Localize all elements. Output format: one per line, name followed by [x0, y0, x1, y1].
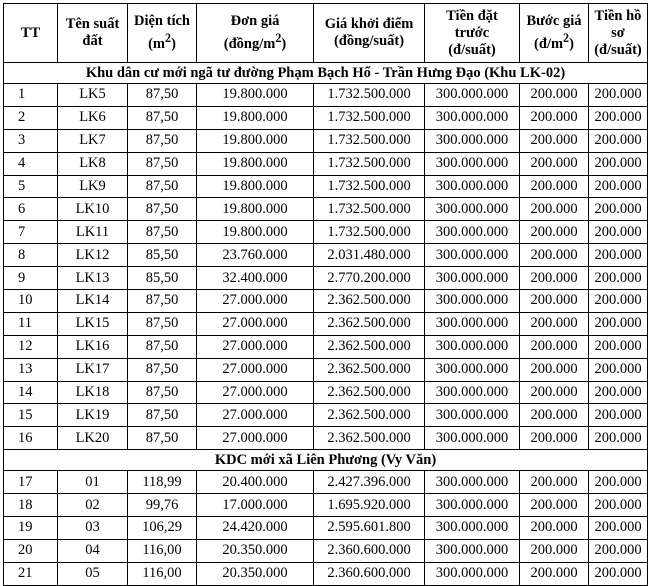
header-fee — [589, 4, 648, 63]
area-cell: 87,50 — [128, 106, 197, 129]
start-price-cell: 1.732.500.000 — [314, 175, 425, 198]
tt-cell: 6 — [4, 198, 58, 221]
area-cell: 87,50 — [128, 198, 197, 221]
start-price-cell: 2.031.480.000 — [314, 244, 425, 267]
header-area-unit-close: ) — [171, 35, 176, 52]
header-deposit-line2: trước — [454, 24, 490, 41]
tt-cell: 20 — [4, 539, 58, 562]
fee-cell: 200.000 — [589, 404, 648, 427]
unit-price-cell: 27.000.000 — [197, 312, 314, 335]
area-cell: 87,50 — [128, 221, 197, 244]
bid-step-cell: 200.000 — [520, 427, 589, 450]
table-row — [4, 244, 648, 267]
deposit-cell: 300.000.000 — [425, 198, 520, 221]
unit-price-cell: 20.350.000 — [197, 539, 314, 562]
area-cell: 116,00 — [128, 562, 197, 585]
area-cell: 87,50 — [128, 404, 197, 427]
tt-cell: 12 — [4, 335, 58, 358]
tt-cell: 2 — [4, 106, 58, 129]
section-title: Khu dân cư mới ngã tư đường Phạm Bạch Hổ - Trần Hưng Đạo (Khu LK-02) — [4, 63, 648, 84]
lot-name-cell: LK16 — [58, 335, 128, 358]
bid-step-cell: 200.000 — [520, 404, 589, 427]
bid-step-cell: 200.000 — [520, 312, 589, 335]
unit-price-cell: 19.800.000 — [197, 198, 314, 221]
lot-name-cell: LK6 — [58, 106, 128, 129]
table-row — [4, 539, 648, 562]
header-area-unit — [148, 31, 176, 52]
unit-price-cell: 19.800.000 — [197, 129, 314, 152]
fee-cell: 200.000 — [589, 312, 648, 335]
area-cell: 116,00 — [128, 539, 197, 562]
fee-cell: 200.000 — [589, 381, 648, 404]
fee-cell: 200.000 — [589, 517, 648, 540]
lot-name-cell: LK11 — [58, 221, 128, 244]
table-header — [4, 4, 648, 63]
header-start-price-line1: Giá khởi điểm — [324, 16, 414, 32]
area-cell: 85,50 — [128, 267, 197, 290]
table-row — [4, 427, 648, 450]
bid-step-cell: 200.000 — [520, 381, 589, 404]
unit-price-cell: 20.400.000 — [197, 471, 314, 494]
fee-cell: 200.000 — [589, 290, 648, 313]
tt-cell: 17 — [4, 471, 58, 494]
header-unit-price-unit-base: (đồng/m — [223, 35, 276, 52]
bid-step-cell: 200.000 — [520, 106, 589, 129]
lot-name-cell: 01 — [58, 471, 128, 494]
lot-name-cell: 02 — [58, 494, 128, 517]
lot-name-cell: LK19 — [58, 404, 128, 427]
fee-cell: 200.000 — [589, 358, 648, 381]
fee-cell: 200.000 — [589, 267, 648, 290]
area-cell: 87,50 — [128, 312, 197, 335]
tt-cell: 18 — [4, 494, 58, 517]
header-bid-step-unit — [534, 31, 574, 52]
tt-cell: 10 — [4, 290, 58, 313]
start-price-cell: 2.362.500.000 — [314, 381, 425, 404]
deposit-cell: 300.000.000 — [425, 335, 520, 358]
fee-cell: 200.000 — [589, 335, 648, 358]
deposit-cell: 300.000.000 — [425, 539, 520, 562]
deposit-cell: 300.000.000 — [425, 427, 520, 450]
bid-step-cell: 200.000 — [520, 494, 589, 517]
header-area-line1: Diện tích — [134, 13, 190, 30]
fee-cell: 200.000 — [589, 106, 648, 129]
header-fee-line1: Tiền hồ — [594, 7, 642, 24]
deposit-cell: 300.000.000 — [425, 494, 520, 517]
header-lot-name-line1: Tên suất — [65, 16, 120, 32]
deposit-cell: 300.000.000 — [425, 290, 520, 313]
start-price-cell: 2.595.601.800 — [314, 517, 425, 540]
deposit-cell: 300.000.000 — [425, 312, 520, 335]
start-price-cell: 2.362.500.000 — [314, 312, 425, 335]
table-row — [4, 381, 648, 404]
deposit-cell: 300.000.000 — [425, 152, 520, 175]
area-cell: 87,50 — [128, 427, 197, 450]
header-area-unit-exp: 2 — [165, 31, 172, 46]
start-price-cell: 2.427.396.000 — [314, 471, 425, 494]
fee-cell: 200.000 — [589, 471, 648, 494]
lot-name-cell: LK5 — [58, 84, 128, 107]
start-price-cell: 2.360.600.000 — [314, 539, 425, 562]
lot-name-cell: LK9 — [58, 175, 128, 198]
bid-step-cell: 200.000 — [520, 539, 589, 562]
tt-cell: 5 — [4, 175, 58, 198]
table-row — [4, 335, 648, 358]
area-cell: 99,76 — [128, 494, 197, 517]
area-cell: 87,50 — [128, 381, 197, 404]
area-cell: 85,50 — [128, 244, 197, 267]
table-row — [4, 562, 648, 585]
bid-step-cell: 200.000 — [520, 198, 589, 221]
tt-cell: 3 — [4, 129, 58, 152]
unit-price-cell: 27.000.000 — [197, 404, 314, 427]
lot-name-cell: LK8 — [58, 152, 128, 175]
start-price-cell: 2.362.500.000 — [314, 335, 425, 358]
bid-step-cell: 200.000 — [520, 290, 589, 313]
area-cell: 87,50 — [128, 175, 197, 198]
deposit-cell: 300.000.000 — [425, 221, 520, 244]
start-price-cell: 2.360.600.000 — [314, 562, 425, 585]
table-row — [4, 494, 648, 517]
section-title: KDC mới xã Liên Phương (Vy Văn) — [4, 450, 648, 471]
area-cell: 87,50 — [128, 290, 197, 313]
table-row — [4, 471, 648, 494]
unit-price-cell: 27.000.000 — [197, 427, 314, 450]
fee-cell: 200.000 — [589, 221, 648, 244]
area-cell: 87,50 — [128, 358, 197, 381]
deposit-cell: 300.000.000 — [425, 358, 520, 381]
unit-price-cell: 19.800.000 — [197, 175, 314, 198]
table-row — [4, 129, 648, 152]
tt-cell: 11 — [4, 312, 58, 335]
header-lot-name — [58, 4, 128, 63]
table-row — [4, 106, 648, 129]
lot-name-cell: LK14 — [58, 290, 128, 313]
header-area — [128, 4, 197, 63]
start-price-cell: 1.732.500.000 — [314, 106, 425, 129]
section-row — [4, 450, 648, 471]
lot-name-cell: 05 — [58, 562, 128, 585]
lot-name-cell: LK17 — [58, 358, 128, 381]
unit-price-cell: 19.800.000 — [197, 221, 314, 244]
unit-price-cell: 23.760.000 — [197, 244, 314, 267]
bid-step-cell: 200.000 — [520, 267, 589, 290]
start-price-cell: 1.732.500.000 — [314, 129, 425, 152]
area-cell: 87,50 — [128, 152, 197, 175]
fee-cell: 200.000 — [589, 562, 648, 585]
tt-cell: 19 — [4, 517, 58, 540]
bid-step-cell: 200.000 — [520, 358, 589, 381]
header-fee-line2: sơ — [611, 24, 625, 41]
start-price-cell: 2.362.500.000 — [314, 290, 425, 313]
lot-name-cell: LK10 — [58, 198, 128, 221]
bid-step-cell: 200.000 — [520, 244, 589, 267]
start-price-cell: 1.732.500.000 — [314, 198, 425, 221]
fee-cell: 200.000 — [589, 84, 648, 107]
table-row — [4, 152, 648, 175]
header-fee-line3: (đ/suất) — [594, 41, 642, 58]
start-price-cell: 1.732.500.000 — [314, 84, 425, 107]
unit-price-cell: 19.800.000 — [197, 84, 314, 107]
start-price-cell: 2.362.500.000 — [314, 427, 425, 450]
bid-step-cell: 200.000 — [520, 471, 589, 494]
bid-step-cell: 200.000 — [520, 221, 589, 244]
area-cell: 87,50 — [128, 84, 197, 107]
header-deposit-line1: Tiền đặt — [446, 7, 498, 24]
deposit-cell: 300.000.000 — [425, 562, 520, 585]
bid-step-cell: 200.000 — [520, 335, 589, 358]
fee-cell: 200.000 — [589, 494, 648, 517]
header-bid-step — [520, 4, 589, 63]
fee-cell: 200.000 — [589, 175, 648, 198]
header-bid-step-unit-base: (đ/m — [534, 35, 564, 52]
unit-price-cell: 24.420.000 — [197, 517, 314, 540]
fee-cell: 200.000 — [589, 427, 648, 450]
lot-name-cell: LK15 — [58, 312, 128, 335]
unit-price-cell: 17.000.000 — [197, 494, 314, 517]
header-bid-step-line1: Bước giá — [526, 13, 582, 30]
start-price-cell: 2.362.500.000 — [314, 358, 425, 381]
tt-cell: 15 — [4, 404, 58, 427]
fee-cell: 200.000 — [589, 198, 648, 221]
header-start-price — [314, 4, 425, 63]
table-row — [4, 84, 648, 107]
header-deposit-line3: (đ/suất) — [448, 41, 496, 58]
area-cell: 87,50 — [128, 129, 197, 152]
area-cell: 118,99 — [128, 471, 197, 494]
bid-step-cell: 200.000 — [520, 84, 589, 107]
header-bid-step-unit-close: ) — [569, 35, 574, 52]
table-row — [4, 290, 648, 313]
unit-price-cell: 32.400.000 — [197, 267, 314, 290]
fee-cell: 200.000 — [589, 129, 648, 152]
deposit-cell: 300.000.000 — [425, 129, 520, 152]
header-bid-step-unit-exp: 2 — [563, 31, 570, 46]
start-price-cell: 1.732.500.000 — [314, 152, 425, 175]
fee-cell: 200.000 — [589, 244, 648, 267]
table-row — [4, 312, 648, 335]
deposit-cell: 300.000.000 — [425, 381, 520, 404]
lot-name-cell: LK13 — [58, 267, 128, 290]
tt-cell: 14 — [4, 381, 58, 404]
start-price-cell: 2.770.200.000 — [314, 267, 425, 290]
tt-cell: 8 — [4, 244, 58, 267]
lot-name-cell: LK18 — [58, 381, 128, 404]
lot-name-cell: LK7 — [58, 129, 128, 152]
table-body — [4, 63, 648, 586]
start-price-cell: 1.695.920.000 — [314, 494, 425, 517]
fee-cell: 200.000 — [589, 152, 648, 175]
lot-name-cell: LK12 — [58, 244, 128, 267]
deposit-cell: 300.000.000 — [425, 84, 520, 107]
table-row — [4, 221, 648, 244]
table-row — [4, 198, 648, 221]
table-row — [4, 358, 648, 381]
unit-price-cell: 19.800.000 — [197, 152, 314, 175]
start-price-cell: 2.362.500.000 — [314, 404, 425, 427]
header-lot-name-line2: đất — [82, 33, 103, 49]
header-unit-price-unit-close: ) — [281, 35, 287, 52]
lot-name-cell: 03 — [58, 517, 128, 540]
bid-step-cell: 200.000 — [520, 152, 589, 175]
header-unit-price — [197, 4, 314, 63]
lot-name-cell: LK20 — [58, 427, 128, 450]
header-unit-price-unit-exp: 2 — [275, 31, 282, 46]
tt-cell: 4 — [4, 152, 58, 175]
header-area-unit-base: (m — [148, 35, 166, 52]
deposit-cell: 300.000.000 — [425, 244, 520, 267]
deposit-cell: 300.000.000 — [425, 471, 520, 494]
table-row — [4, 175, 648, 198]
section-row — [4, 63, 648, 84]
table-row — [4, 404, 648, 427]
tt-cell: 13 — [4, 358, 58, 381]
table-row — [4, 267, 648, 290]
unit-price-cell: 27.000.000 — [197, 358, 314, 381]
tt-cell: 21 — [4, 562, 58, 585]
deposit-cell: 300.000.000 — [425, 404, 520, 427]
lot-name-cell: 04 — [58, 539, 128, 562]
header-deposit — [425, 4, 520, 63]
header-start-price-line2: (đồng/suất) — [333, 33, 405, 49]
unit-price-cell: 27.000.000 — [197, 290, 314, 313]
tt-cell: 1 — [4, 84, 58, 107]
unit-price-cell: 27.000.000 — [197, 381, 314, 404]
bid-step-cell: 200.000 — [520, 175, 589, 198]
deposit-cell: 300.000.000 — [425, 175, 520, 198]
deposit-cell: 300.000.000 — [425, 267, 520, 290]
bid-step-cell: 200.000 — [520, 517, 589, 540]
tt-cell: 9 — [4, 267, 58, 290]
area-cell: 87,50 — [128, 335, 197, 358]
header-unit-price-unit — [223, 31, 287, 52]
unit-price-cell: 19.800.000 — [197, 106, 314, 129]
tt-cell: 7 — [4, 221, 58, 244]
table-row — [4, 517, 648, 540]
header-unit-price-line1: Đơn giá — [230, 13, 280, 30]
bid-step-cell: 200.000 — [520, 129, 589, 152]
area-cell: 106,29 — [128, 517, 197, 540]
deposit-cell: 300.000.000 — [425, 517, 520, 540]
header-tt: TT — [4, 4, 58, 63]
header-row — [4, 4, 648, 63]
start-price-cell: 1.732.500.000 — [314, 221, 425, 244]
unit-price-cell: 20.350.000 — [197, 562, 314, 585]
tt-cell: 16 — [4, 427, 58, 450]
land-auction-table — [3, 3, 648, 586]
unit-price-cell: 27.000.000 — [197, 335, 314, 358]
fee-cell: 200.000 — [589, 539, 648, 562]
bid-step-cell: 200.000 — [520, 562, 589, 585]
deposit-cell: 300.000.000 — [425, 106, 520, 129]
